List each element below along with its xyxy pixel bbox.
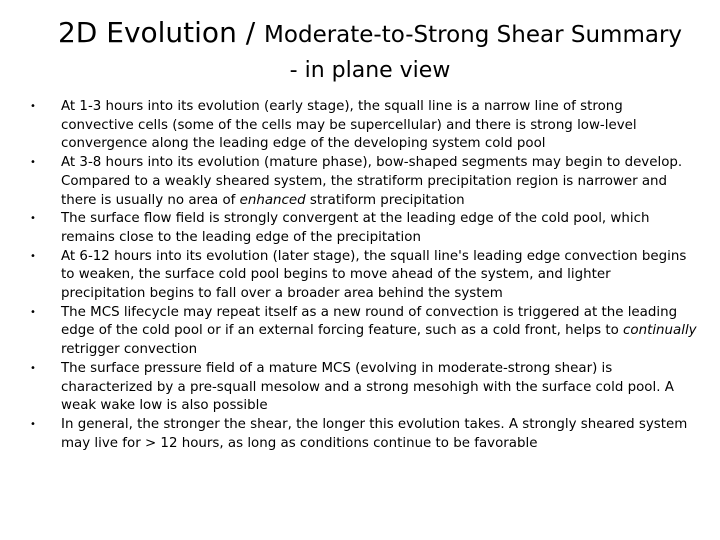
stage-term: mature phase bbox=[269, 155, 363, 171]
bullet-item bbox=[26, 304, 698, 360]
text-segment: At 3-8 hours into its evolution ( bbox=[61, 155, 270, 171]
bullet-item bbox=[26, 154, 698, 210]
text-segment: The MCS lifecycle may repeat itself as a new round of convection is triggered at the leading edge of the cold pool or if an external forcing feature, such as a cold front, helps to bbox=[61, 304, 678, 339]
bullet-text bbox=[61, 99, 637, 151]
text-segment: ), bow-shaped segments may begin to develop. Compared to a weakly sheared system, the stratiform precipitation region is narrower and there is usually no area of bbox=[61, 155, 683, 208]
slide-title bbox=[30, 14, 710, 56]
text-segment: At 1-3 hours into its evolution ( bbox=[61, 99, 270, 114]
stage-term: later stage bbox=[277, 248, 351, 264]
bullet-dot: • bbox=[30, 157, 36, 169]
bullet-dot: • bbox=[30, 306, 36, 318]
bullet-item bbox=[26, 210, 698, 247]
bullet-item bbox=[26, 248, 698, 304]
bullet-dot: • bbox=[30, 250, 36, 262]
stage-term: early stage bbox=[269, 99, 345, 114]
bullet-item bbox=[26, 416, 698, 453]
text-segment: The surface flow field is strongly convergent at the leading edge of the cold pool, which remains close to the leading edge of the precipitation bbox=[61, 211, 650, 245]
text-segment: The surface pressure field of a mature MCS (evolving in moderate-strong shear) is characterized by a pre-squall mesolow and a strong mesohigh with the surface cold pool. A weak wake low is also possible bbox=[61, 360, 674, 414]
text-segment: In general, the stronger the shear, the longer this evolution takes. A strongly sheared system may live for > 12 hours, as long as conditions continue to be favorable bbox=[61, 416, 688, 451]
bullet-text bbox=[61, 211, 649, 245]
bullet-item bbox=[26, 98, 698, 154]
bullet-dot: • bbox=[30, 213, 36, 225]
bullet-text bbox=[61, 155, 682, 207]
text-segment: retrigger convection bbox=[61, 342, 198, 358]
bullet-list bbox=[26, 98, 698, 453]
title-part-1: 2D Evolution / bbox=[57, 16, 265, 49]
bullet-dot: • bbox=[30, 418, 36, 430]
bullet-dot: • bbox=[30, 362, 36, 374]
text-segment: At 6-12 hours into its evolution ( bbox=[61, 248, 278, 264]
bullet-text bbox=[61, 417, 687, 451]
slide-subtitle: - in plane view bbox=[289, 58, 451, 83]
text-segment: ), the squall line's leading edge convection begins to weaken, the surface cold pool begins to move ahead of the system, and lighter precipitation begins to fall over a broader area behind the system bbox=[61, 248, 687, 302]
bullet-text bbox=[61, 249, 686, 301]
bullet-item bbox=[26, 360, 698, 416]
text-segment: ), the squall line is a narrow line of strong convective cells (some of the cells may be supercellular) and there is strong low-level convergence along the leading edge of the developing system cold pool bbox=[61, 99, 637, 152]
emphasis-text: continually bbox=[623, 323, 697, 339]
title-part-2: Moderate-to-Strong Shear Summary bbox=[264, 22, 683, 48]
bullet-text bbox=[61, 305, 697, 357]
emphasis-text: enhanced bbox=[239, 192, 306, 208]
bullet-dot: • bbox=[30, 101, 36, 112]
bullet-text bbox=[61, 361, 674, 413]
text-segment: stratiform precipitation bbox=[305, 192, 465, 208]
